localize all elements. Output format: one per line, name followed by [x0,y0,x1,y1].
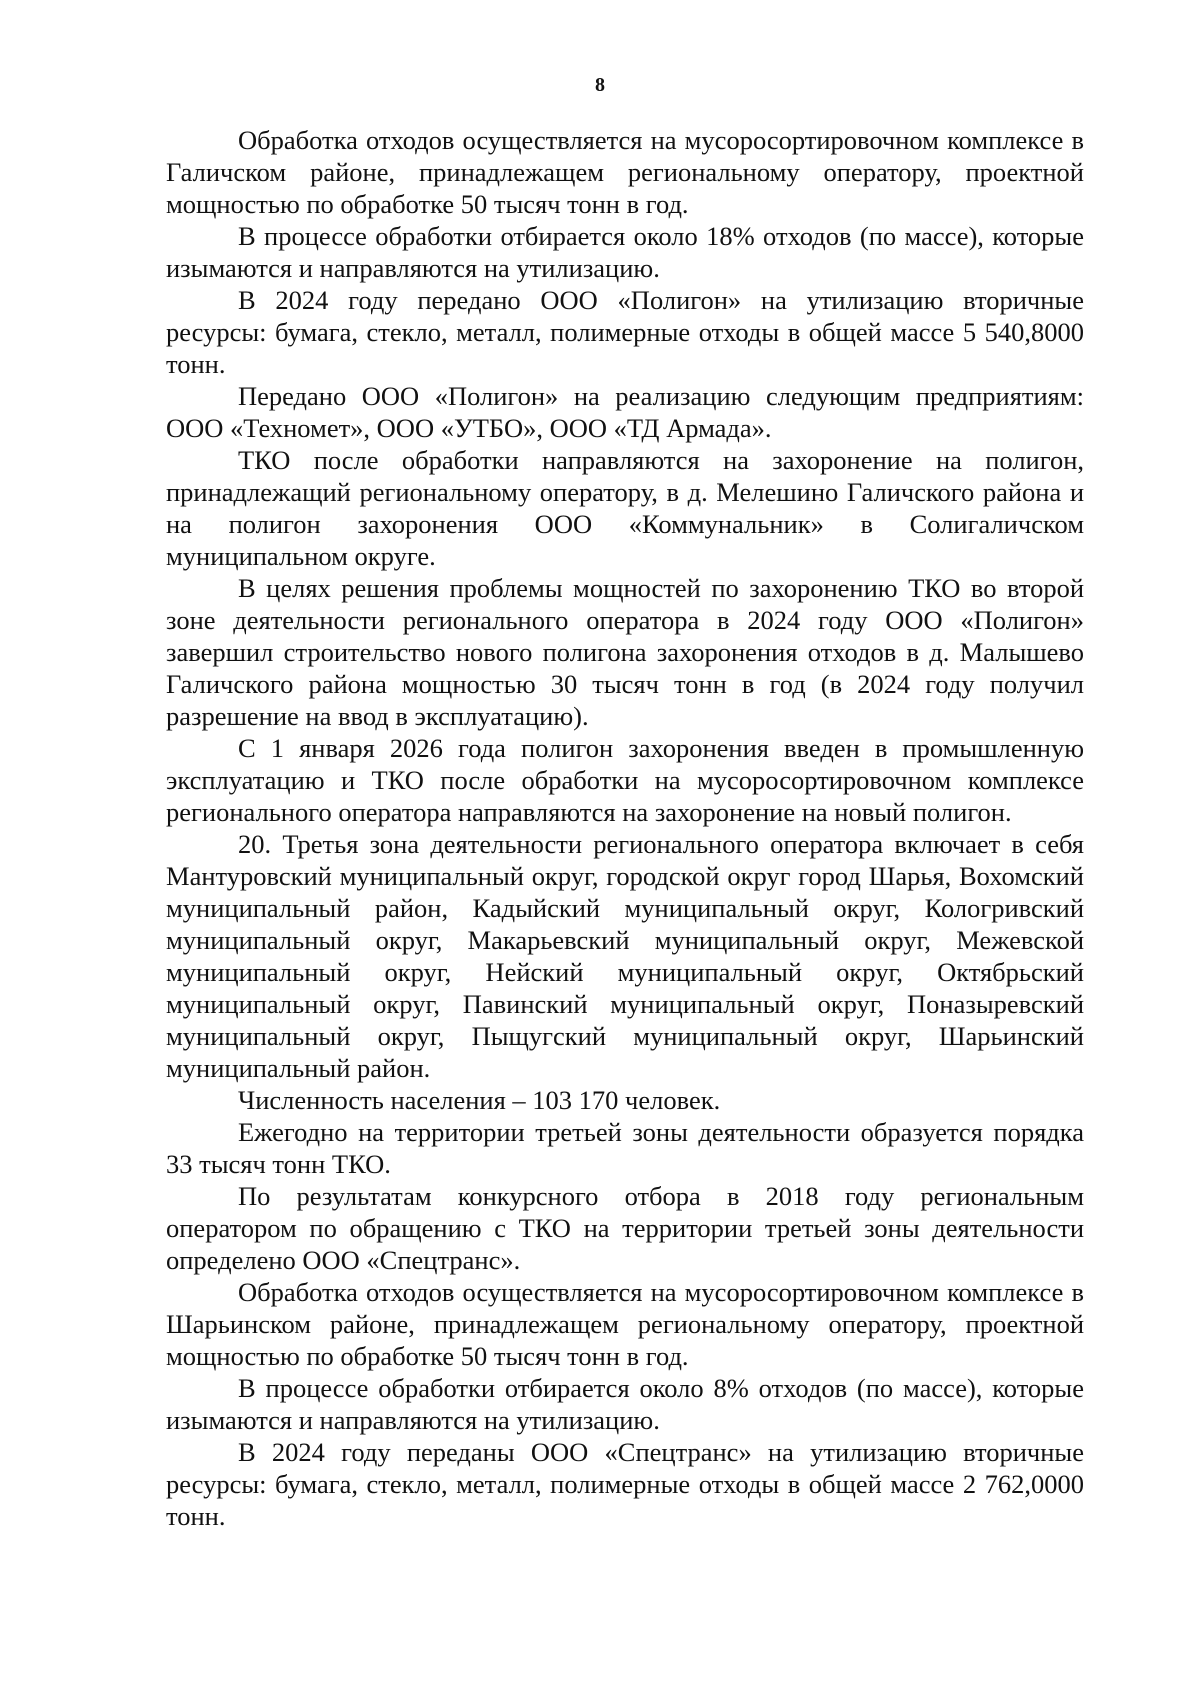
paragraph: В процессе обработки отбирается около 8% отходов (по массе), которые изымаются и направляются на утилизацию. [166,1373,1084,1435]
paragraph: Численность населения – 103 170 человек. [238,1085,721,1115]
paragraph: С 1 января 2026 года полигон захоронения введен в промышленную эксплуатацию и ТКО после обработки на мусоросортировочном комплексе регионального оператора направляются на захоронение на новый полигон. [166,733,1084,827]
paragraph: Передано ООО «Полигон» на реализацию следующим предприятиям: ООО «Техномет», ООО «УТБО», ООО «ТД Армада». [166,381,1084,443]
paragraph: В 2024 году переданы ООО «Спецтранс» на утилизацию вторичные ресурсы: бумага, стекло, металл, полимерные отходы в общей массе 2 762,0000 тонн. [166,1437,1084,1531]
paragraph: 20. Третья зона деятельности регионального оператора включает в себя Мантуровский муниципальный округ, городской округ город Шарья, Вохомский муниципальный район, Кадыйский муниципальный округ, Кологривский муниципальный округ, Макарьевский муниципальный округ, Межевской муниципальный округ, Нейский муниципальный округ, Октябрьский муниципальный округ, Павинский муниципальный округ, Поназыревский муниципальный округ, Пыщугский муниципальный округ, Шарьинский муниципальный район. [166,829,1084,1083]
paragraph: ТКО после обработки направляются на захоронение на полигон, принадлежащий региональному оператору, в д. Мелешино Галичского района и на полигон захоронения ООО «Коммунальник» в Солигаличском муниципальном округе. [166,445,1084,571]
paragraph: В целях решения проблемы мощностей по захоронению ТКО во второй зоне деятельности регионального оператора в 2024 году ООО «Полигон» завершил строительство нового полигона захоронения отходов в д. Малышево Галичского района мощностью 30 тысяч тонн в год (в 2024 году получил разрешение на ввод в эксплуатацию). [166,573,1084,731]
page-number: 8 [595,74,605,96]
paragraph: В процессе обработки отбирается около 18% отходов (по массе), которые изымаются и направляются на утилизацию. [166,221,1084,283]
paragraph: Обработка отходов осуществляется на мусоросортировочном комплексе в Шарьинском районе, принадлежащем региональному оператору, проектной мощностью по обработке 50 тысяч тонн в год. [166,1277,1084,1371]
paragraph: В 2024 году передано ООО «Полигон» на утилизацию вторичные ресурсы: бумага, стекло, металл, полимерные отходы в общей массе 5 540,8000 тонн. [166,285,1084,379]
paragraph: Ежегодно на территории третьей зоны деятельности образуется порядка 33 тысяч тонн ТКО. [166,1117,1084,1179]
paragraph: По результатам конкурсного отбора в 2018 году региональным оператором по обращению с ТКО на территории третьей зоны деятельности определено ООО «Спецтранс». [166,1181,1084,1275]
document-body [166,124,1084,1532]
paragraph: Обработка отходов осуществляется на мусоросортировочном комплексе в Галичском районе, принадлежащем региональному оператору, проектной мощностью по обработке 50 тысяч тонн в год. [166,125,1084,219]
